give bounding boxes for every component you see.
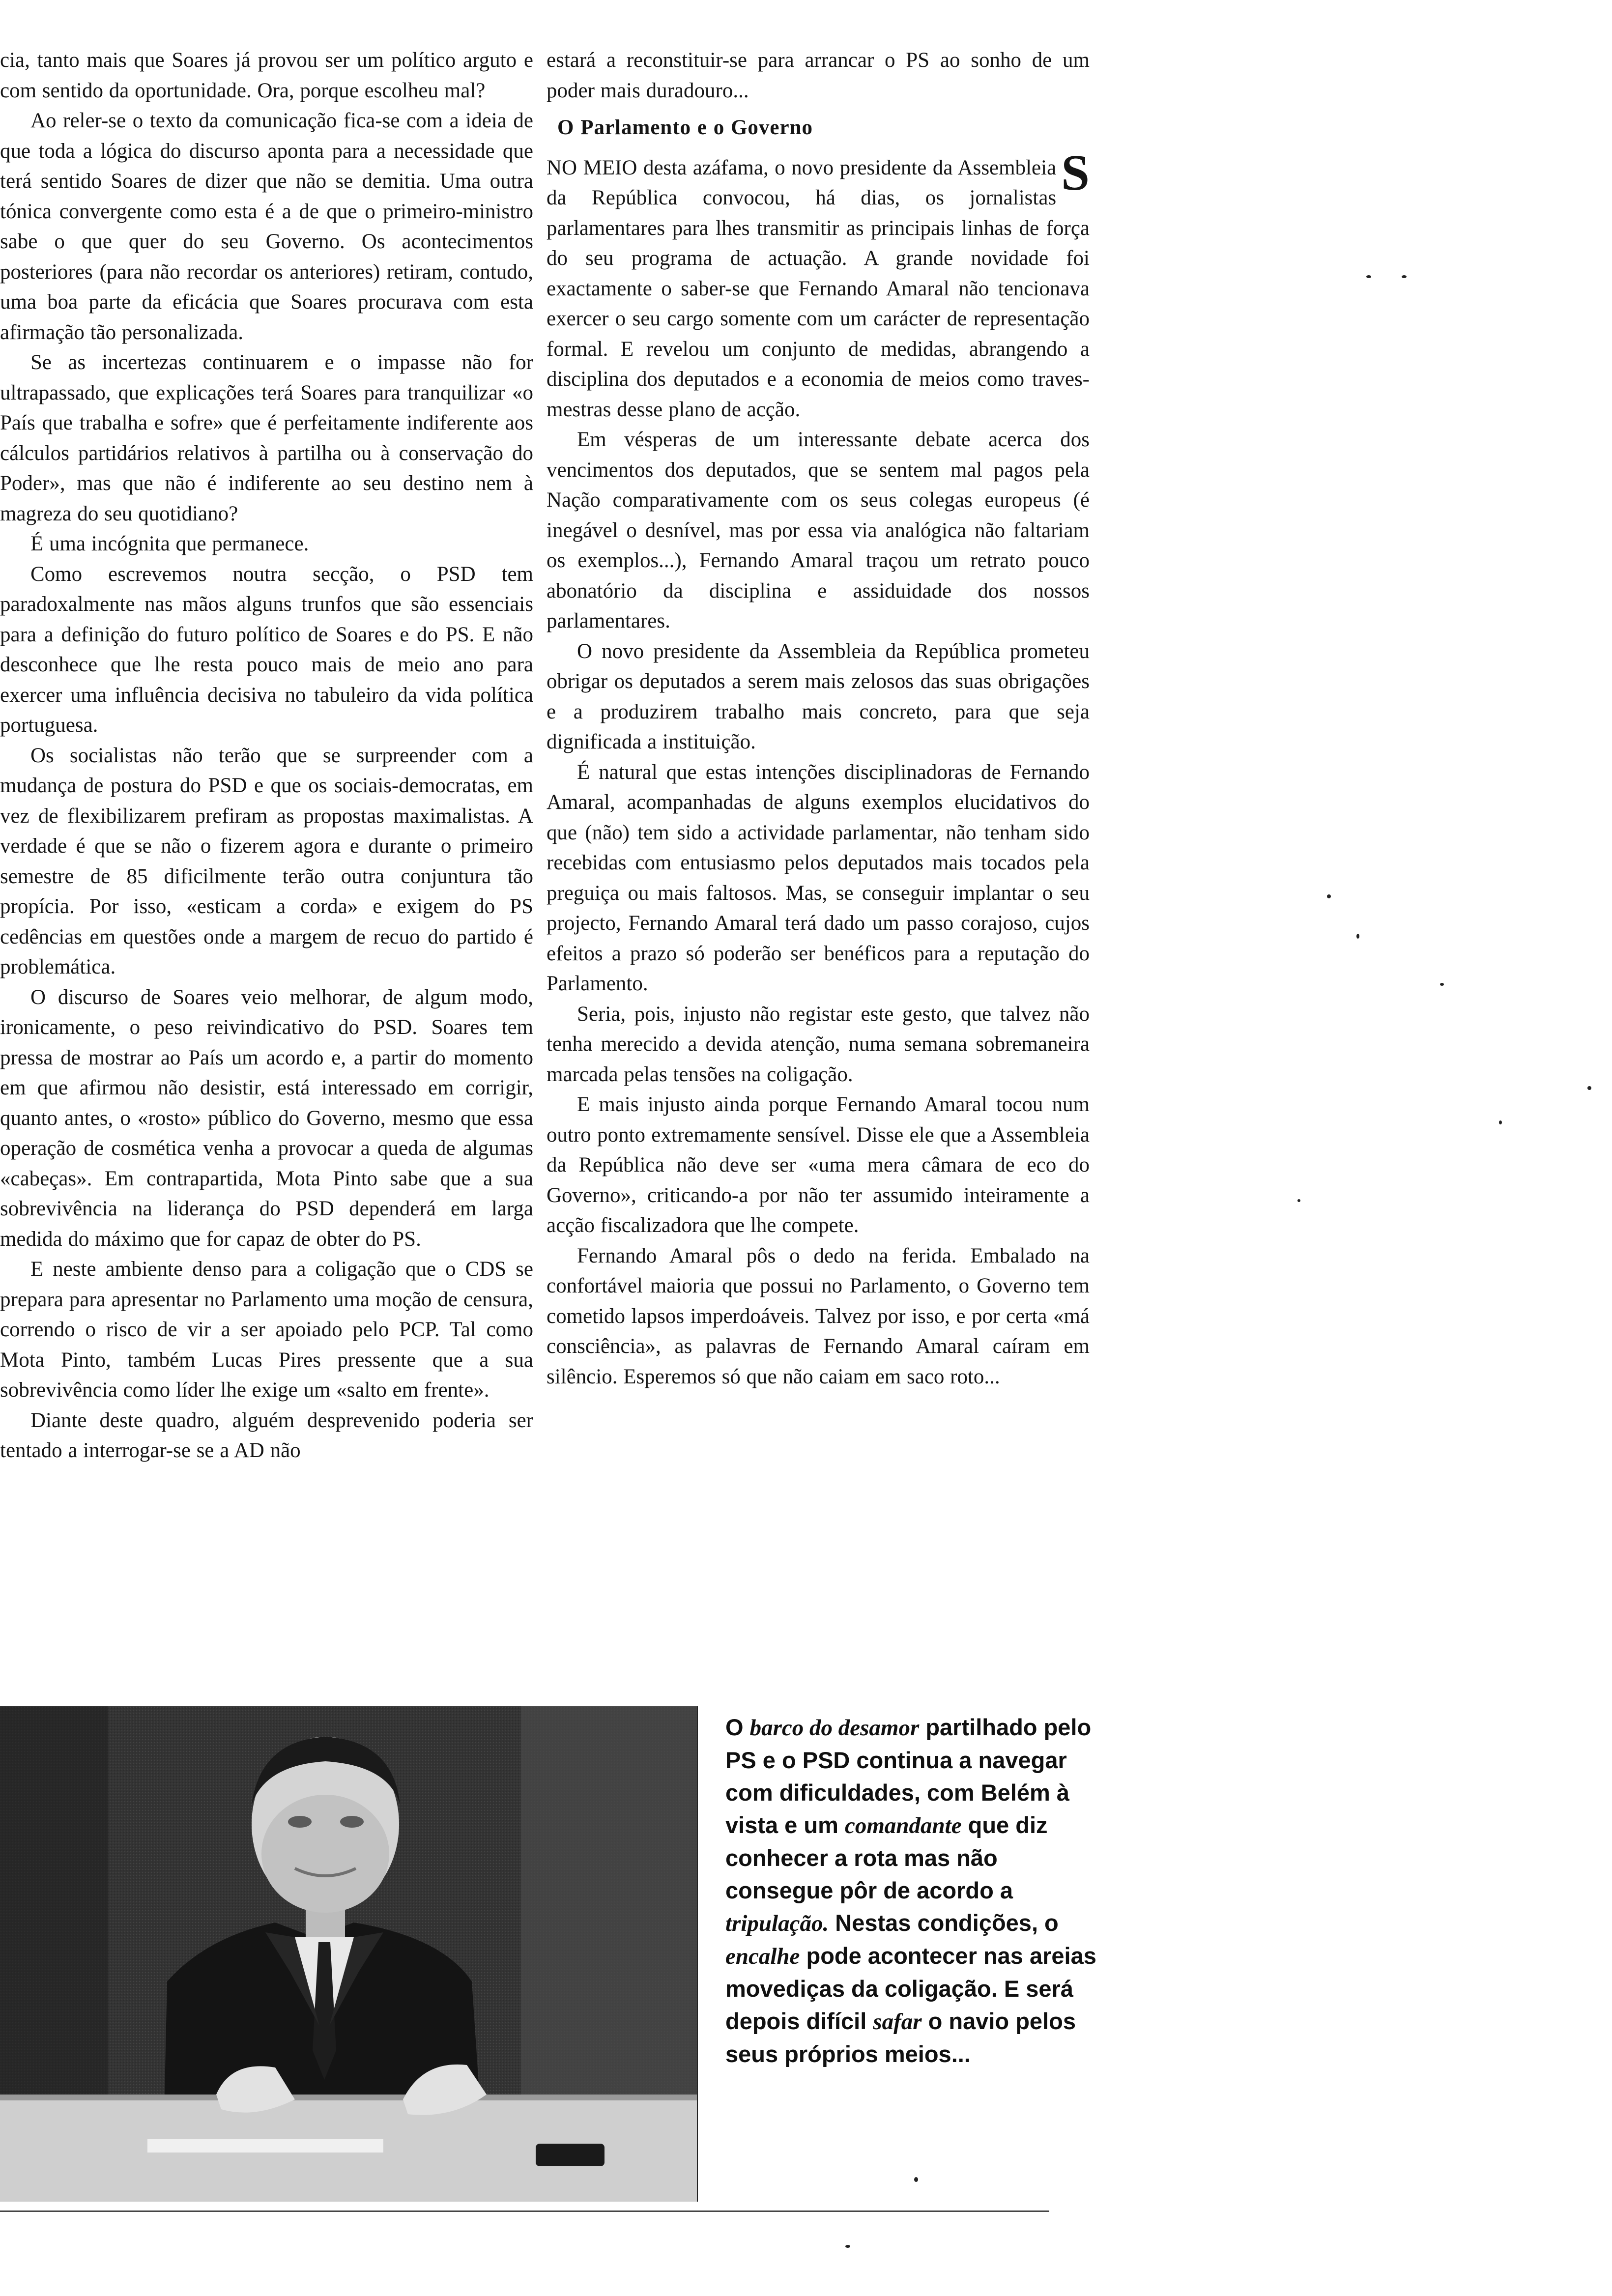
- body-paragraph: O discurso de Soares veio melhorar, de algum modo, ironicamente, o peso reivindicativo do PSD. Soares tem pressa de mostrar ao País um acordo e, a partir do momento em que afirmou não desistir, está interessado em corrigir, quanto antes, o «rosto» público do Governo, mesmo que essa operação de cosmética venha a provocar a queda de algumas «cabeças». Em contrapartida, Mota Pinto sabe que a sua sobrevivência na liderança do PSD dependerá em larga medida do máximo que for capaz de obter do PS.: [0, 985, 533, 1251]
- right-column: [547, 45, 1090, 1392]
- body-paragraph: cia, tanto mais que Soares já provou ser um político arguto e com sentido da oportunidade. Ora, porque escolheu mal?: [0, 49, 533, 102]
- body-paragraph: E neste ambiente denso para a coligação que o CDS se prepara para apresentar no Parlamento uma moção de censura, correndo o risco de vir a ser apoiado pelo PCP. Tal como Mota Pinto, também Lucas Pires pressente que a sua sobrevivência como líder lhe exige um «salto em frente».: [0, 1258, 533, 1402]
- scan-speck: [845, 2245, 850, 2248]
- body-paragraph: Ao reler-se o texto da comunicação fica-se com a ideia de que toda a lógica do discurso aponta para a necessidade que terá sentido Soares de dizer que não se demitia. Uma outra tónica convergente como esta é a de que o primeiro-ministro sabe o que quer do seu Governo. Os acontecimentos posteriores (para não recordar os anteriores) retiram, contudo, uma boa parte da eficácia que Soares procurava com esta afirmação tão personalizada.: [0, 109, 533, 344]
- body-paragraph: É natural que estas intenções disciplinadoras de Fernando Amaral, acompanhadas de alguns exemplos elucidativos do que (não) tem sido a actividade parlamentar, não tenham sido recebidas com entusiasmo pelos deputados mais tocados pela preguiça ou mais faltosos. Mas, se conseguir implantar o seu projecto, Fernando Amaral terá dado um passo corajoso, cujos efeitos a prazo só poderão ser benéficos para a reputação do Parlamento.: [547, 760, 1090, 995]
- lead-paragraph-text: NO MEIO desta azáfama, o novo presidente da Assembleia da República convocou, há dias, os jornalistas parlamentares para lhes transmitir as principais linhas de força do seu programa de actuação. A grande novidade foi exactamente o saber-se que Fernando Amaral não tencionava exercer o seu cargo somente com um carácter de representação formal. E revelou um conjunto de medidas, abrangendo a disciplina dos deputados e a economia de meios como traves-mestras desse plano de acção.: [547, 156, 1090, 421]
- body-paragraph: Se as incertezas continuarem e o impasse não for ultrapassado, que explicações terá Soares para tranquilizar «o País que trabalha e sofre» que é perfeitamente indiferente aos cálculos partidários relativos à partilha ou à conservação do Poder», mas que não é indiferente ao seu destino nem à magreza do seu quotidiano?: [0, 351, 533, 525]
- scan-speck: [1402, 275, 1407, 278]
- scan-speck: [1327, 894, 1331, 898]
- bottom-rule: [0, 2210, 1049, 2212]
- caption-emphasis: comandante: [844, 1813, 962, 1838]
- photo-caption: [725, 1711, 1099, 2070]
- body-paragraph: Diante deste quadro, alguém desprevenido poderia ser tentado a interrogar-se se a AD não: [0, 1408, 533, 1462]
- caption-text: O: [725, 1714, 750, 1740]
- caption-emphasis: safar: [873, 2009, 922, 2035]
- left-column: [0, 45, 533, 1466]
- body-paragraph: Seria, pois, injusto não registar este gesto, que talvez não tenha merecido a devida atenção, numa semana sobremaneira marcada pelas tensões na coligação.: [547, 1002, 1090, 1086]
- scan-speck: [1499, 1120, 1502, 1124]
- section-heading: O Parlamento e o Governo: [557, 116, 813, 139]
- scan-speck: [1297, 1199, 1300, 1202]
- caption-text: o navio pelos seus próprios meios...: [725, 2008, 1076, 2067]
- body-paragraph: Os socialistas não terão que se surpreender com a mudança de postura do PSD e que os sociais-democratas, em vez de flexibilizarem prefiram as propostas maximalistas. A verdade é que se não o fizerem agora e durante o primeiro semestre de 85 dificilmente terão outra conjuntura tão propícia. Por isso, «esticam a corda» e exigem do PS cedências em questões onde a margem de recuo do partido é problemática.: [0, 744, 533, 978]
- caption-emphasis: tripulação.: [725, 1911, 829, 1936]
- body-paragraph: estará a reconstituir-se para arrancar o PS ao sonho de um poder mais duradouro...: [547, 49, 1090, 102]
- body-paragraph: É uma incógnita que permanece.: [30, 532, 309, 555]
- body-paragraph: Fernando Amaral pôs o dedo na ferida. Embalado na confortável maioria que possui no Parlamento, o Governo tem cometido lapsos imperdoáveis. Talvez por isso, e por certa «má consciência», as palavras de Fernando Amaral caíram em silêncio. Esperemos só que não caiam em saco roto...: [547, 1244, 1090, 1388]
- scan-speck: [1356, 934, 1359, 939]
- scan-speck: [1440, 983, 1444, 986]
- lead-paragraph: [547, 144, 1090, 425]
- caption-emphasis: barco do desamor: [749, 1715, 920, 1741]
- caption-text: pode acontecer nas areias movediças da coligação. E será depois difícil: [725, 1943, 1096, 2034]
- man-at-desk-photo: [0, 1706, 697, 2202]
- dropcap-letter: S: [1061, 144, 1090, 201]
- scan-speck: [914, 2177, 918, 2182]
- caption-text: partilhado pelo PS e o PSD continua a navegar com dificuldades, com Belém à vista e um: [725, 1714, 1092, 1838]
- body-paragraph: E mais injusto ainda porque Fernando Amaral tocou num outro ponto extremamente sensível. Disse ele que a Assembleia da República não deve ser «uma mera câmara de eco do Governo», criticando-a por não ter assumido inteiramente a acção fiscalizadora que lhe compete.: [547, 1093, 1090, 1237]
- scan-speck: [1366, 275, 1371, 278]
- scan-speck: [1587, 1086, 1591, 1090]
- body-paragraph: Como escrevemos noutra secção, o PSD tem paradoxalmente nas mãos alguns trunfos que são essenciais para a definição do futuro político de Soares e do PS. E não desconhece que lhe resta pouco mais de meio ano para exercer uma influência decisiva no tabuleiro da vida política portuguesa.: [0, 562, 533, 737]
- photograph: [0, 1706, 698, 2202]
- caption-text: que diz conhecer a rota mas não consegue pôr de acordo a: [725, 1812, 1048, 1903]
- caption-text: Nestas condições, o: [829, 1910, 1059, 1936]
- body-paragraph: Em vésperas de um interessante debate acerca dos vencimentos dos deputados, que se sentem mal pagos pela Nação comparativamente com os seus colegas europeus (é inegável o desnível, mas por essa via analógica não faltariam os exemplos...), Fernando Amaral traçou um retrato pouco abonatório da disciplina e assiduidade dos nossos parlamentares.: [547, 428, 1090, 632]
- body-paragraph: O novo presidente da Assembleia da República prometeu obrigar os deputados a serem mais zelosos das suas obrigações e a produzirem trabalho mais concreto, para que seja dignificada a instituição.: [547, 639, 1090, 753]
- caption-emphasis: encalhe: [725, 1944, 800, 1969]
